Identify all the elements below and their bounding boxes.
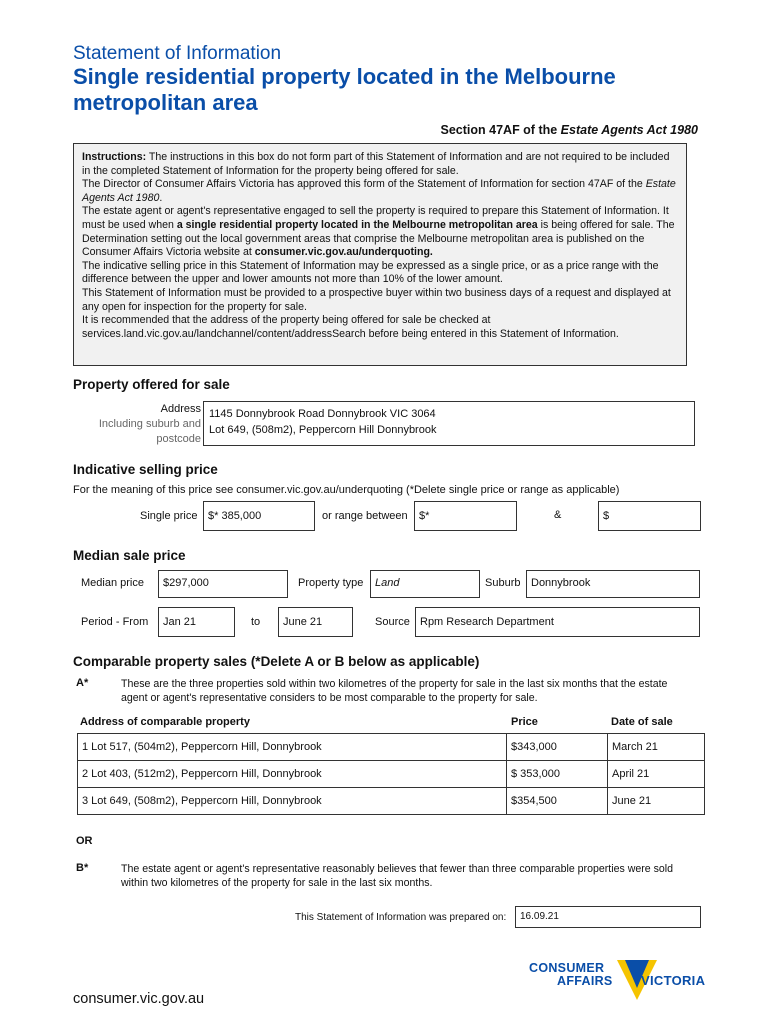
comparable-date-cell[interactable]: June 21 (608, 788, 705, 815)
address-line-1: 1145 Donnybrook Road Donnybrook VIC 3064 (209, 408, 436, 420)
prepared-label: This Statement of Information was prepared on: (295, 912, 507, 923)
property-type-label: Property type (298, 577, 364, 589)
source-field[interactable]: Rpm Research Department (415, 607, 700, 637)
indicative-heading: Indicative selling price (73, 462, 218, 477)
range-to-field[interactable]: $ (598, 501, 701, 531)
col-address-header: Address of comparable property (80, 716, 250, 728)
median-price-field[interactable]: $297,000 (158, 570, 288, 598)
instructions-p3 (82, 205, 678, 259)
address-line-2: Lot 649, (508m2), Peppercorn Hill Donnybrook (209, 424, 437, 436)
table-row (78, 734, 705, 761)
option-b-text: The estate agent or agent's representative reasonably believes that fewer than three comparable properties were sold within two kilometres of the property for sale in the last six months. (121, 863, 674, 889)
page-title: Single residential property located in the Melbourne metropolitan area (73, 64, 616, 115)
range-label: or range between (322, 510, 408, 522)
instructions-p1-text: The instructions in this box do not form part of this Statement of Information and are not required to be included in the completed Statement of Information for the property being offered for sale. (82, 151, 670, 177)
instructions-p1 (82, 151, 678, 178)
option-b-label: B* (76, 862, 89, 874)
address-sublabel-1: Including suburb and (98, 418, 201, 430)
form-kicker: Statement of Information (73, 43, 282, 64)
instructions-p4: The indicative selling price in this Statement of Information may be expressed as a single price, or as a price range with the difference between the upper and lower amounts not more than 10% of the lower amount. (82, 259, 659, 286)
suburb-field[interactable]: Donnybrook (526, 570, 700, 598)
option-a-label: A* (76, 677, 89, 689)
address-sublabel-2: postcode (156, 433, 201, 445)
col-price-header: Price (511, 716, 538, 728)
instructions-p2 (82, 178, 678, 205)
property-heading: Property offered for sale (73, 377, 230, 392)
table-row (78, 761, 705, 788)
instructions-p2-text: The Director of Consumer Affairs Victoria has approved this form of the Statement of Information for section 47AF of the (82, 178, 646, 191)
range-from-field[interactable]: $* (414, 501, 517, 531)
underquoting-link[interactable]: consumer.vic.gov.au/underquoting. (254, 246, 433, 259)
section-reference (441, 123, 698, 137)
property-type-field[interactable]: Land (370, 570, 480, 598)
logo-text-victoria: VICTORIA (641, 973, 706, 988)
instructions-p2-act: Estate Agents Act 1980 (82, 178, 676, 204)
instructions-label: Instructions: (82, 151, 147, 163)
section-act: Estate Agents Act 1980 (560, 123, 698, 137)
period-from-field[interactable]: Jan 21 (158, 607, 235, 637)
option-a-text: These are the three properties sold within two kilometres of the property for sale in the last six months that the estate agent or agent's representative considers to be most comparable to the property for sale. (121, 678, 668, 704)
logo-text-affairs: AFFAIRS (557, 974, 613, 988)
footer-url[interactable]: consumer.vic.gov.au (73, 991, 205, 1007)
comparable-address-cell[interactable]: 1 Lot 517, (504m2), Peppercorn Hill, Donnybrook (78, 734, 507, 761)
comparable-address-cell[interactable]: 2 Lot 403, (512m2), Peppercorn Hill, Donnybrook (78, 761, 507, 788)
suburb-label: Suburb (485, 577, 521, 589)
comparable-address-cell[interactable]: 3 Lot 649, (508m2), Peppercorn Hill, Donnybrook (78, 788, 507, 815)
source-label: Source (375, 616, 410, 628)
col-date-header: Date of sale (611, 716, 673, 728)
consumer-affairs-logo (529, 960, 704, 1004)
comparable-date-cell[interactable]: April 21 (608, 761, 705, 788)
address-label: Address (160, 403, 201, 415)
instructions-p3-text-b: is being offered for sale. The Determination setting out the local government areas that comprise the Melbourne metropolitan area is published on the Consumer Affairs Victoria website at (82, 218, 675, 259)
instructions-p6: It is recommended that the address of the property being offered for sale be checked at services.land.vic.gov.au/landchannel/content/addressSearch before being entered in this Statement of Information. (82, 314, 619, 340)
table-row (78, 788, 705, 815)
indicative-note: For the meaning of this price see consumer.vic.gov.au/underquoting (*Delete single price or range as applicable) (73, 484, 620, 496)
single-price-label: Single price (140, 510, 198, 522)
single-price-field[interactable]: $* 385,000 (203, 501, 315, 531)
period-from-label: Period - From (81, 616, 149, 628)
instructions-p5: This Statement of Information must be provided to a prospective buyer within two business days of a request and displayed at any open for inspection for the property for sale. (82, 286, 671, 313)
section-prefix: Section 47AF of the (440, 123, 561, 137)
instructions-p3-text-a: The estate agent or agent's representative engaged to sell the property is required to prepare this Statement of Information. It must be used when (82, 205, 669, 231)
comparable-price-cell[interactable]: $343,000 (507, 734, 608, 761)
median-heading: Median sale price (73, 548, 186, 563)
period-to-field[interactable]: June 21 (278, 607, 353, 637)
comparable-price-cell[interactable]: $354,500 (507, 788, 608, 815)
comparable-heading: Comparable property sales (*Delete A or B below as applicable) (73, 654, 480, 669)
logo-text-consumer: CONSUMER (529, 961, 605, 975)
median-price-label: Median price (81, 577, 144, 589)
address-label-group (73, 402, 201, 447)
comparable-table (77, 733, 705, 815)
instructions-p3-bold: a single residential property located in the Melbourne metropolitan area (176, 218, 538, 231)
period-to-label: to (251, 616, 261, 628)
address-field[interactable] (203, 401, 695, 446)
comparable-price-cell[interactable]: $ 353,000 (507, 761, 608, 788)
comparable-date-cell[interactable]: March 21 (608, 734, 705, 761)
prepared-date-field[interactable]: 16.09.21 (515, 906, 701, 928)
or-label: OR (76, 835, 93, 847)
instructions-p2-end: . (159, 191, 163, 204)
range-ampersand: & (554, 509, 562, 521)
instructions-box (73, 143, 687, 366)
